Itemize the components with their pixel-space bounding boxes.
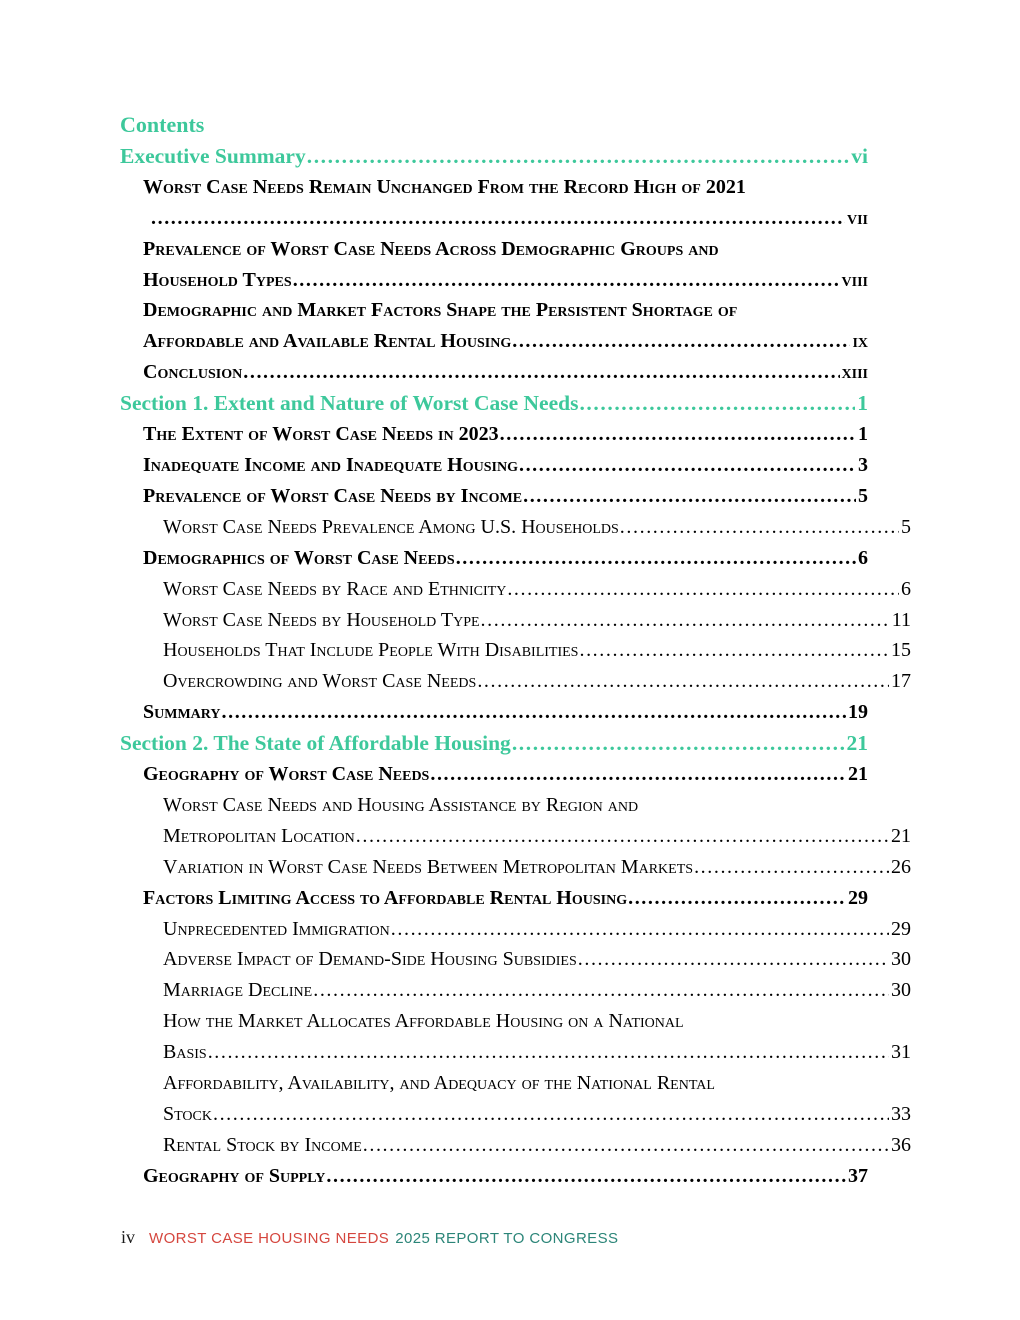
dot-leader (519, 450, 856, 481)
toc-entry-text: Variation in Worst Case Needs Between Metropolitan Markets (163, 855, 694, 878)
toc-entry (120, 975, 911, 1006)
toc-entry-page-number: 6 (901, 577, 911, 600)
table-of-contents (120, 110, 911, 1192)
toc-entry-list (120, 141, 911, 1192)
toc-entry (120, 357, 891, 388)
toc-entry-text: Overcrowding and Worst Case Needs (163, 670, 477, 693)
dot-leader (523, 481, 856, 512)
toc-entry-page-number: 26 (891, 855, 911, 878)
toc-entry (120, 605, 911, 636)
toc-entry (120, 295, 891, 357)
dot-leader (507, 574, 899, 605)
dot-leader (391, 914, 889, 945)
dot-leader (512, 728, 845, 759)
toc-entry-text: Adverse Impact of Demand-Side Housing Subsidies (163, 948, 577, 971)
toc-entry-page-number: 19 (848, 701, 868, 724)
toc-entry-page-number: 17 (891, 670, 911, 693)
toc-entry (120, 883, 891, 914)
toc-entry-page-number: 1 (857, 391, 868, 416)
dot-leader (512, 326, 850, 357)
toc-entry-text: Marriage Decline (163, 979, 313, 1002)
toc-entry (120, 1161, 891, 1192)
footer-report-title: 2025 REPORT TO CONGRESS (395, 1230, 619, 1247)
toc-entry (120, 1130, 911, 1161)
toc-entry-page-number: 21 (846, 731, 868, 756)
toc-entry (120, 574, 911, 605)
toc-entry-text: Basis (163, 1041, 207, 1064)
toc-entry (120, 666, 911, 697)
toc-entry (120, 450, 891, 481)
dot-leader (579, 388, 855, 419)
dot-leader (579, 635, 889, 666)
toc-entry-text: Prevalence of Worst Case Needs by Income (143, 484, 523, 507)
toc-entry-text: Affordable and Available Rental Housing (143, 330, 512, 353)
toc-entry-page-number: 33 (891, 1103, 911, 1125)
dot-leader (208, 1037, 889, 1068)
toc-entry-page-number: 21 (848, 763, 868, 786)
toc-entry-text: Geography of Supply (143, 1164, 326, 1187)
toc-entry-page-number: 29 (891, 917, 911, 940)
toc-entry-page-number: 1 (858, 423, 868, 446)
dot-leader (307, 141, 850, 172)
dot-leader (326, 1161, 846, 1192)
toc-entry-page-number: 36 (891, 1133, 911, 1156)
toc-entry-page-number: vii (846, 206, 868, 229)
toc-entry (120, 1068, 911, 1130)
toc-entry (120, 172, 891, 234)
toc-entry-page-number: ix (852, 330, 868, 353)
dot-leader (313, 975, 889, 1006)
toc-entry-text-line: How the Market Allocates Affordable Housing on a National (163, 1010, 684, 1033)
toc-entry-text: Demographics of Worst Case Needs (143, 546, 455, 569)
toc-entry-page-number: 37 (848, 1164, 868, 1187)
toc-entry-page-number: 5 (901, 515, 911, 538)
toc-entry-page-number: 30 (891, 979, 911, 1002)
dot-leader (356, 821, 889, 852)
dot-leader (243, 357, 839, 388)
dot-leader (578, 944, 889, 975)
dot-leader (481, 605, 890, 636)
toc-entry-text: Worst Case Needs by Race and Ethnicity (163, 577, 507, 600)
toc-entry (120, 944, 911, 975)
toc-entry-page-number: xiii (841, 361, 868, 384)
toc-entry (120, 697, 891, 728)
toc-entry-text: Geography of Worst Case Needs (143, 763, 430, 786)
toc-entry-text: Worst Case Needs by Household Type (163, 608, 480, 631)
toc-entry (120, 512, 911, 543)
toc-entry-text: Rental Stock by Income (163, 1133, 362, 1156)
toc-entry (120, 543, 891, 574)
dot-leader (477, 666, 889, 697)
toc-entry-page-number: 21 (891, 824, 911, 847)
toc-entry-page-number: 3 (858, 453, 868, 476)
page-footer (121, 1227, 618, 1248)
toc-entry-text: Inadequate Income and Inadequate Housing (143, 453, 518, 476)
toc-entry (120, 234, 891, 296)
toc-entry-text: Section 2. The State of Affordable Housing (120, 731, 511, 756)
toc-entry-page-number: vi (851, 143, 868, 168)
toc-entry-page-number: 5 (858, 484, 868, 507)
toc-entry (120, 759, 891, 790)
toc-entry (120, 914, 911, 945)
toc-entry-text: Stock (163, 1103, 212, 1125)
toc-entry-text: The Extent of Worst Case Needs in 2023 (143, 423, 499, 446)
toc-entry-page-number: 11 (891, 608, 911, 631)
dot-leader (694, 852, 889, 883)
dot-leader (151, 203, 845, 234)
toc-entry-text: Section 1. Extent and Nature of Worst Case Needs (120, 391, 579, 416)
dot-leader (628, 883, 846, 914)
toc-entry-text: Metropolitan Location (163, 824, 355, 847)
dot-leader (500, 419, 856, 450)
toc-entry-text: Executive Summary (120, 143, 306, 168)
dot-leader (456, 543, 856, 574)
dot-leader (430, 759, 846, 790)
toc-entry-text-line: Worst Case Needs and Housing Assistance by Region and (163, 793, 639, 816)
toc-entry (120, 481, 891, 512)
toc-entry (120, 635, 911, 666)
footer-report-name: WORST CASE HOUSING NEEDS (149, 1230, 390, 1247)
toc-entry (120, 419, 891, 450)
contents-title: Contents (120, 112, 205, 137)
toc-entry (120, 388, 868, 419)
toc-entry-page-number: 6 (858, 546, 868, 569)
toc-entry-text: Unprecedented Immigration (163, 917, 390, 940)
toc-entry (120, 790, 911, 852)
dot-leader (293, 265, 840, 296)
toc-entry-page-number: 30 (891, 948, 911, 971)
toc-entry-text: Households That Include People With Disabilities (163, 639, 579, 662)
toc-entry (120, 852, 911, 883)
toc-entry-text-line: Worst Case Needs Remain Unchanged From the Record High of 2021 (143, 175, 746, 198)
dot-leader (213, 1099, 889, 1130)
toc-entry-page-number: 31 (891, 1041, 911, 1064)
dot-leader (222, 697, 847, 728)
toc-entry-text: Summary (143, 701, 221, 724)
toc-entry-page-number: 15 (891, 639, 911, 662)
toc-entry (120, 1006, 911, 1068)
toc-entry-text: Worst Case Needs Prevalence Among U.S. Households (163, 515, 619, 538)
toc-entry-text-line: Affordability, Availability, and Adequacy of the National Rental (163, 1072, 715, 1095)
toc-entry-text: Factors Limiting Access to Affordable Rental Housing (143, 886, 628, 909)
toc-entry-page-number: 29 (848, 886, 868, 909)
toc-entry (120, 728, 868, 759)
toc-entry-text: Household Types (143, 268, 292, 291)
toc-entry-text: Conclusion (143, 361, 243, 384)
toc-entry-text-line: Prevalence of Worst Case Needs Across Demographic Groups and (143, 237, 719, 260)
dot-leader (363, 1130, 889, 1161)
toc-entry (120, 141, 868, 172)
footer-page-number: iv (121, 1227, 136, 1247)
toc-entry-text-line: Demographic and Market Factors Shape the Persistent Shortage of (143, 299, 738, 322)
toc-entry-page-number: viii (841, 268, 868, 291)
dot-leader (620, 512, 899, 543)
